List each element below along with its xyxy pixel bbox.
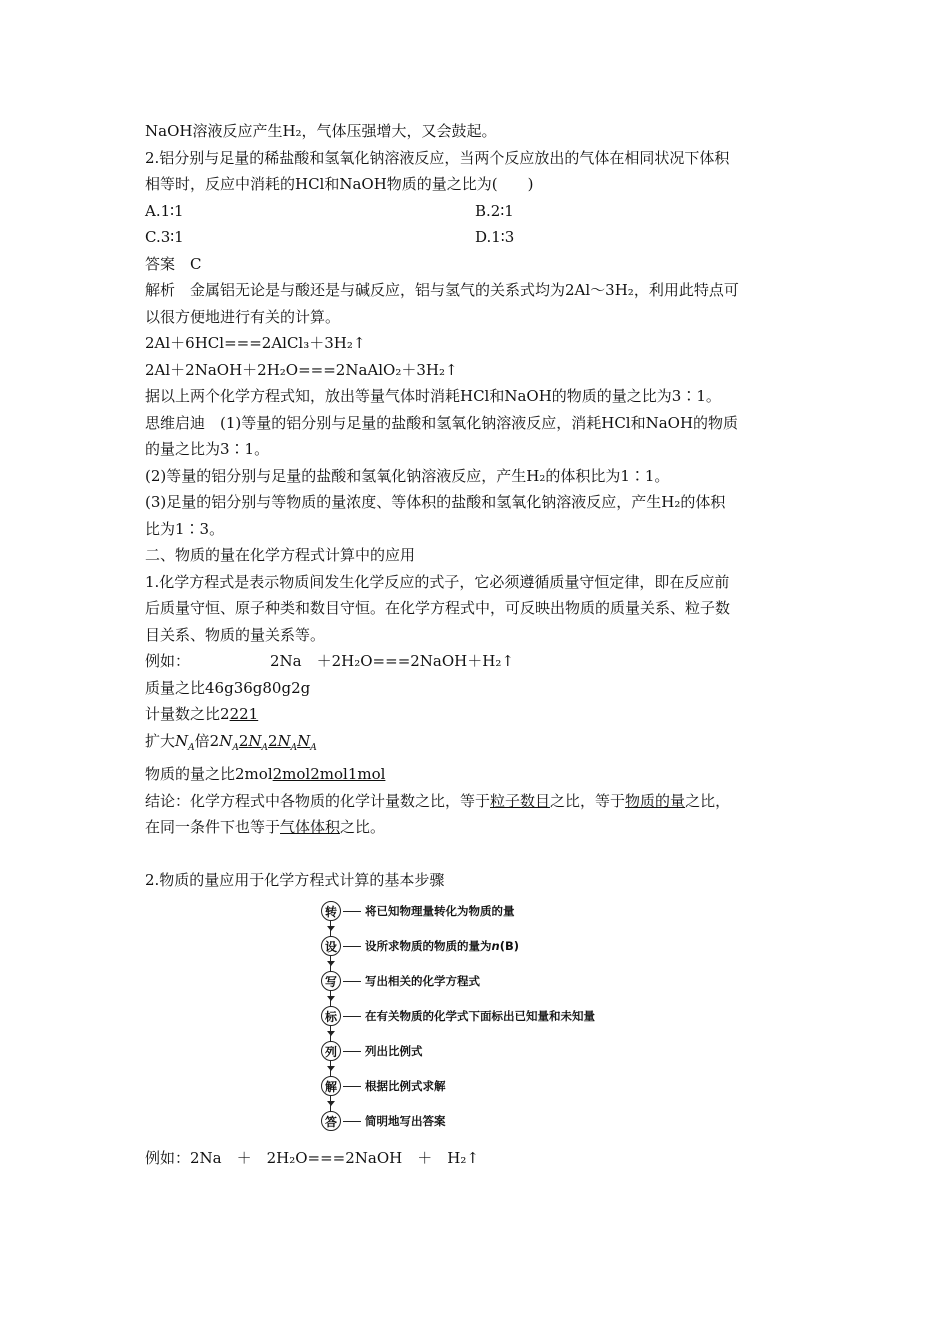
answer: 答案 C — [145, 254, 202, 273]
step-text: 在有关物质的化学式下面标出已知量和未知量 — [365, 1009, 595, 1023]
example-label: 例如： — [145, 652, 191, 670]
result — [145, 788, 810, 815]
example-2: 例如：2Na ＋ 2H₂O===2NaOH ＋ H₂↑ — [145, 1149, 479, 1167]
coef-ratio-label: 计量数之比 — [145, 705, 221, 723]
coef-ratio-rest: 221 — [229, 705, 259, 723]
analysis: 解析 金属铝无论是与酸还是与碱反应，铝与氢气的关系式均为2Al～3H₂，利用此特点可 — [145, 281, 739, 299]
na-2: 2 — [268, 731, 278, 750]
arrow-down-icon — [327, 1101, 335, 1106]
conclusion: 据以上两个化学方程式知，放出等量气体时消耗HCl和NaOH的物质的量之比为3∶1。 — [145, 387, 721, 405]
step-circle: 标 — [321, 1006, 341, 1026]
section-1: 1.化学方程式是表示物质间发生化学反应的式子，它必须遵循质量守恒定律，即在反应前 — [145, 572, 730, 591]
na-symbol: N — [297, 731, 311, 750]
result-blank-3: 气体体积 — [280, 818, 341, 836]
thinking-2: (2)等量的铝分别与足量的盐酸和氢氧化钠溶液反应，产生H₂的体积比为1∶1。 — [145, 466, 670, 485]
document-content — [145, 118, 810, 1172]
result-text: 之比，等于 — [550, 791, 626, 810]
step-circle: 解 — [321, 1076, 341, 1096]
arrow-down-icon — [327, 961, 335, 966]
coef-ratio — [145, 701, 810, 728]
mol-ratio-rest: 2mol2mol1mol — [272, 765, 386, 783]
text-line: NaOH溶液反应产生H₂，气体压强增大，又会鼓起。 — [145, 122, 497, 140]
flow-step — [321, 1004, 595, 1028]
step-circle: 写 — [321, 971, 341, 991]
na-sub: A — [188, 742, 195, 753]
steps-flowchart — [321, 899, 810, 1143]
flow-step — [321, 1074, 446, 1098]
na-symbol: N — [175, 731, 189, 750]
na-sub: A — [290, 742, 298, 753]
step-text: 根据比例式求解 — [365, 1079, 446, 1093]
na-sub: A — [261, 742, 268, 753]
flow-step — [321, 969, 480, 993]
mass-ratio-label: 质量之比 — [145, 678, 206, 697]
step-text: 设所求物质的物质的量为 — [365, 939, 492, 953]
thinking-1: 思维启迪 (1)等量的铝分别与足量的盐酸和氢氧化钠溶液反应，消耗HCl和NaOH的物质 — [145, 413, 739, 432]
equation-1: 2Al＋6HCl===2AlCl₃＋3H₂↑ — [145, 334, 366, 352]
mass-ratio — [145, 675, 810, 702]
na-symbol: N — [248, 731, 262, 750]
section-1-cont2: 目关系、物质的量关系等。 — [145, 625, 326, 644]
result-blank-2: 物质的量 — [625, 791, 686, 810]
coef-ratio-first: 2 — [220, 705, 230, 723]
section-1-cont: 后质量守恒、原子种类和数目守恒。在化学方程式中，可反映出物质的质量关系、粒子数 — [145, 599, 731, 617]
na-times — [145, 728, 810, 762]
mass-ratio-values: 46g36g80g2g — [205, 678, 311, 697]
steps-heading: 2.物质的量应用于化学方程式计算的基本步骤 — [145, 870, 445, 889]
arrow-down-icon — [327, 926, 335, 931]
step-circle: 列 — [321, 1041, 341, 1061]
arrow-down-icon — [327, 1031, 335, 1036]
na-symbol: N — [277, 731, 291, 750]
na-symbol: N — [219, 731, 233, 750]
flow-step — [321, 899, 515, 923]
option-d: D.1∶3 — [475, 228, 515, 246]
result-text: 在同一条件下也等于 — [145, 818, 281, 836]
question-2: 2.铝分别与足量的稀盐酸和氢氧化钠溶液反应，当两个反应放出的气体在相同状况下体积 — [145, 148, 730, 167]
options-row-1 — [145, 198, 810, 225]
flow-step — [321, 1109, 446, 1133]
flow-step — [321, 1039, 423, 1063]
thinking-3: (3)足量的铝分别与等物质的量浓度、等体积的盐酸和氢氧化钠溶液反应，产生H₂的体积 — [145, 493, 726, 511]
na-2: 2 — [209, 731, 220, 750]
step-circle: 设 — [321, 936, 341, 956]
result-text: 之比。 — [340, 818, 386, 836]
result-blank-1: 粒子数目 — [490, 791, 551, 810]
option-a: A.1∶1 — [145, 201, 184, 220]
options-row-2 — [145, 224, 810, 251]
arrow-down-icon — [327, 996, 335, 1001]
step-text: 简明地写出答案 — [365, 1114, 446, 1128]
step-circle: 答 — [321, 1111, 341, 1131]
na-times-label: 倍 — [194, 731, 210, 750]
step-text: 将已知物理量转化为物质的量 — [365, 904, 515, 918]
option-c: C.3∶1 — [145, 228, 184, 246]
step-text: 写出相关的化学方程式 — [365, 974, 480, 988]
question-2-cont: 相等时，反应中消耗的HCl和NaOH物质的量之比为( ) — [145, 175, 534, 193]
example-equation: 2Na ＋2H₂O===2NaOH＋H₂↑ — [270, 652, 514, 670]
equation-2: 2Al＋2NaOH＋2H₂O===2NaAlO₂＋3H₂↑ — [145, 360, 458, 379]
result-text: 之比， — [685, 791, 731, 810]
arrow-down-icon — [327, 1066, 335, 1071]
thinking-3-cont: 比为1∶3。 — [145, 519, 225, 538]
example-line — [145, 648, 810, 675]
thinking-1-cont: 的量之比为3∶1。 — [145, 440, 270, 458]
na-sub: A — [232, 742, 239, 753]
step-circle: 转 — [321, 901, 341, 921]
na-sub: A — [310, 742, 317, 753]
result-cont — [145, 814, 810, 841]
na-label: 扩大 — [145, 731, 176, 750]
option-b: B.2∶1 — [475, 201, 514, 220]
mol-ratio-first: 2mol — [235, 765, 273, 783]
mol-ratio — [145, 761, 810, 788]
analysis-cont: 以很方便地进行有关的计算。 — [145, 307, 341, 326]
mol-ratio-label: 物质的量之比 — [145, 765, 236, 783]
flow-step — [321, 934, 519, 958]
result-text: 结论：化学方程式中各物质的化学计量数之比，等于 — [145, 791, 491, 810]
step-variable: n — [491, 939, 500, 953]
section-heading: 二、物质的量在化学方程式计算中的应用 — [145, 546, 416, 564]
step-variable-paren: (B) — [499, 939, 519, 953]
step-text: 列出比例式 — [365, 1044, 423, 1058]
na-2: 2 — [238, 731, 249, 750]
